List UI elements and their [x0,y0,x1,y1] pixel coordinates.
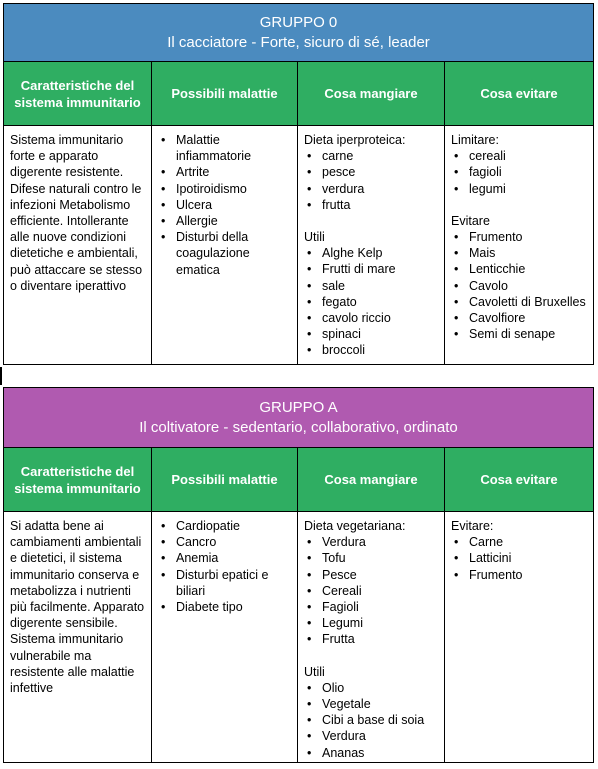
list-item: • Ananas [304,745,438,761]
diseases-cell [152,512,298,762]
avoid-list [451,229,587,342]
diseases-list [158,518,291,615]
list-item: • legumi [451,181,587,197]
diseases-cell [152,126,298,364]
list-item: • carne [304,148,438,164]
group-a-subtitle: Il coltivatore - sedentario, collaborativo, ordinato [139,418,458,436]
list-item: • Malattie infiammatorie [158,132,291,164]
list-item: • Mais [451,245,587,261]
header-avoid: Cosa evitare [480,86,558,101]
eat-useful-heading: Utili [304,230,325,245]
list-item: • Vegetale [304,696,438,712]
list-item: • cavolo riccio [304,310,438,326]
list-item: • Anemia [158,550,291,566]
list-item: • spinaci [304,326,438,342]
avoid-list [451,534,587,583]
list-item: • broccoli [304,342,438,358]
group-0-title: GRUPPO 0 [259,13,338,31]
avoid-limit-heading: Limitare: [451,133,499,147]
list-item: • Artrite [158,164,291,180]
group-a-header-row [4,448,593,512]
header-eat: Cosa mangiare [298,62,445,125]
list-item: • Cancro [158,534,291,550]
list-item: • Olio [304,680,438,696]
list-item: • Tofu [304,550,438,566]
list-item: • Semi di senape [451,326,587,342]
list-item: • Ulcera [158,197,291,213]
eat-heading: Dieta vegetariana: [304,519,406,533]
list-item: • verdura [304,181,438,197]
list-item: • Verdura [304,534,438,550]
list-item: • cereali [451,148,587,164]
list-item: • fagioli [451,164,587,180]
avoid-cell [445,512,593,762]
list-item: • Lenticchie [451,261,587,277]
list-item: • Cardiopatie [158,518,291,534]
list-item: • Frutti di mare [304,261,438,277]
header-avoid: Cosa evitare [480,472,558,487]
group-0-header-row [4,62,593,126]
list-item: • Cavolo [451,278,587,294]
group-0-table [3,3,594,365]
header-diseases: Possibili malattie [152,448,298,511]
list-item: • frutta [304,197,438,213]
list-item: • Cibi a base di soia [304,712,438,728]
list-item: • Cavoletti di Bruxelles [451,294,587,310]
eat-cell [298,126,445,364]
eat-useful-list [304,245,438,358]
list-item: • Latticini [451,550,587,566]
diseases-list [158,132,291,278]
avoid-heading: Evitare: [451,519,494,533]
eat-list [304,148,438,213]
avoid-cell [445,126,593,364]
header-eat: Cosa mangiare [298,448,445,511]
list-item: • fegato [304,294,438,310]
header-immune: Caratteristiche del sistema immunitario [4,448,152,511]
group-0-title-bar [4,4,593,62]
eat-heading: Dieta iperproteica: [304,133,406,147]
separator [0,367,2,385]
group-a-title: GRUPPO A [259,398,338,416]
header-diseases: Possibili malattie [152,62,298,125]
list-item: • Legumi [304,615,438,631]
list-item: • Carne [451,534,587,550]
avoid-heading: Evitare [451,213,490,228]
immune-text: Sistema immunitario forte e apparato digerente resistente. Difese naturali contro le infezioni Metabolismo efficiente. Intollerante alle nuove condizioni dietetiche e ambientali, può attaccare se stesso o diventare iperattivo [4,126,152,364]
list-item: • Frumento [451,567,587,583]
list-item: • Diabete tipo [158,599,291,615]
list-item: • Alghe Kelp [304,245,438,261]
immune-text: Si adatta bene ai cambiamenti ambientali e dietetici, il sistema immunitario conserva e metabolizza i nutrienti più facilmente. Apparato digerente sensibile. Sistema immunitario vulnerabile ma resistente alle malattie infettive [4,512,152,762]
list-item: • Disturbi della coagulazione ematica [158,229,291,278]
list-item: • Cavolfiore [451,310,587,326]
group-a-table [3,387,594,763]
list-item: • pesce [304,164,438,180]
list-item: • Fagioli [304,599,438,615]
avoid-limit-list [451,148,587,197]
list-item: • Allergie [158,213,291,229]
group-0-subtitle: Il cacciatore - Forte, sicuro di sé, leader [167,33,430,51]
list-item: • sale [304,278,438,294]
group-a-body-row [4,512,593,762]
eat-cell [298,512,445,762]
list-item: • Pesce [304,567,438,583]
group-a-title-bar [4,388,593,448]
eat-useful-heading: Utili [304,664,325,679]
list-item: • Disturbi epatici e biliari [158,567,291,599]
list-item: • Frutta [304,631,438,647]
group-0-body-row [4,126,593,364]
list-item: • Frumento [451,229,587,245]
header-immune: Caratteristiche del sistema immunitario [4,62,152,125]
eat-useful-list [304,680,438,761]
list-item: • Ipotiroidismo [158,181,291,197]
eat-list [304,534,438,647]
list-item: • Verdura [304,728,438,744]
list-item: • Cereali [304,583,438,599]
